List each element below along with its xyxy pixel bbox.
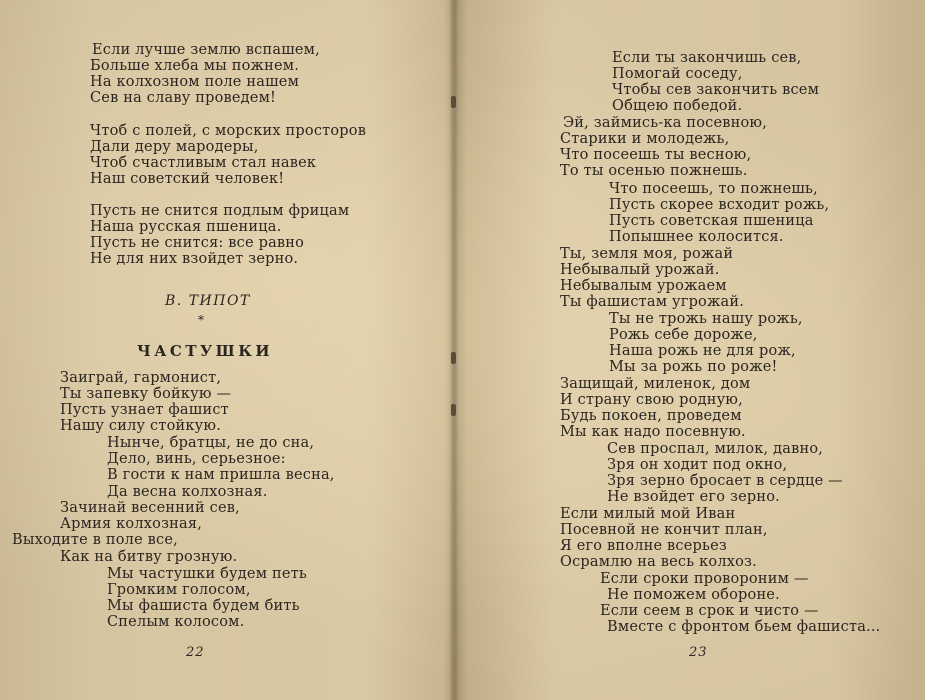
verse-line: Если сеем в срок и чисто —: [600, 603, 819, 619]
verse-line: Как на битву грозную.: [60, 549, 238, 565]
verse-line: Ты фашистам угрожай.: [560, 294, 745, 310]
verse-line: Ты не трожь нашу рожь,: [609, 311, 803, 327]
verse-line: Громким голосом,: [107, 582, 251, 598]
verse-line: Что посеешь, то пожнешь,: [609, 181, 818, 197]
poem-line: Не для них взойдет зерно.: [90, 251, 299, 267]
verse-line: Чтобы сев закончить всем: [612, 82, 820, 98]
verse-line: Дело, винь, серьезное:: [107, 451, 286, 467]
verse-line: Ты запевку бойкую —: [60, 386, 232, 402]
verse-line: Спелым колосом.: [107, 614, 245, 630]
verse-line: Да весна колхозная.: [107, 484, 268, 500]
verse-line: В гости к нам пришла весна,: [107, 467, 335, 483]
verse-line: Мы как надо посевную.: [560, 424, 746, 440]
verse-line: Мы за рожь по роже!: [609, 359, 778, 375]
verse-line: Нашу силу стойкую.: [60, 418, 222, 434]
verse-line: Мы частушки будем петь: [107, 566, 307, 582]
right-page: [457, 0, 925, 700]
poem-line: Чтоб с полей, с морских просторов: [90, 123, 367, 139]
poem-line: Наш советский человек!: [90, 171, 285, 187]
verse-line: Эй, займись-ка посевною,: [563, 115, 768, 131]
verse-line: Небывалым урожаем: [560, 278, 727, 294]
page-number: 23: [689, 645, 708, 660]
verse-line: Помогай соседу,: [612, 66, 743, 82]
verse-line: Пусть советская пшеница: [609, 213, 814, 229]
verse-line: Армия колхозная,: [60, 516, 203, 532]
verse-line: То ты осенью пожнешь.: [560, 163, 748, 179]
poem-line: Пусть не снится: все равно: [90, 235, 305, 251]
verse-line: Наша рожь не для рож,: [609, 343, 796, 359]
verse-line: Осрамлю на весь колхоз.: [560, 554, 757, 570]
verse-line: Сев проспал, милок, давно,: [607, 441, 824, 457]
verse-line: Зачинай весенний сев,: [60, 500, 240, 516]
verse-line: Выходите в поле все,: [12, 532, 178, 548]
verse-line: Если милый мой Иван: [560, 506, 736, 522]
verse-line: Небывалый урожай.: [560, 262, 720, 278]
poem-line: Пусть не снится подлым фрицам: [90, 203, 350, 219]
verse-line: Если сроки провороним —: [600, 571, 809, 587]
verse-line: Пусть скорее всходит рожь,: [609, 197, 830, 213]
author-name: В. ТИПОТ: [165, 293, 251, 309]
verse-line: И страну свою родную,: [560, 392, 743, 408]
verse-line: Если ты закончишь сев,: [612, 50, 802, 66]
verse-line: Старики и молодежь,: [560, 131, 730, 147]
verse-line: Посевной не кончит план,: [560, 522, 768, 538]
verse-line: Ты, земля моя, рожай: [560, 246, 734, 262]
poem-line: Сев на славу проведем!: [90, 90, 277, 106]
left-page: [0, 0, 455, 700]
verse-line: Рожь себе дороже,: [609, 327, 758, 343]
verse-line: Что посеешь ты весною,: [560, 147, 752, 163]
page-number: 22: [186, 645, 205, 660]
poem-line: Чтоб счастливым стал навек: [90, 155, 317, 171]
verse-line: Заиграй, гармонист,: [60, 370, 222, 386]
verse-line: Мы фашиста будем бить: [107, 598, 300, 614]
verse-line: Защищай, миленок, дом: [560, 376, 751, 392]
verse-line: Не взойдет его зерно.: [607, 489, 780, 505]
poem-line: Если лучше землю вспашем,: [92, 42, 320, 58]
verse-line: Нынче, братцы, не до сна,: [107, 435, 315, 451]
verse-line: Будь покоен, проведем: [560, 408, 742, 424]
poem-line: Дали деру мародеры,: [90, 139, 259, 155]
verse-line: Зря он ходит под окно,: [607, 457, 788, 473]
poem-line: Наша русская пшеница.: [90, 219, 282, 235]
verse-line: Попышнее колосится.: [609, 229, 784, 245]
verse-line: Я его вполне всерьез: [560, 538, 727, 554]
verse-line: Не поможем обороне.: [607, 587, 780, 603]
verse-line: Пусть узнает фашист: [60, 402, 229, 418]
verse-line: Зря зерно бросает в сердце —: [607, 473, 843, 489]
verse-line: Общею победой.: [612, 98, 743, 114]
poem-line: Больше хлеба мы пожнем.: [90, 58, 300, 74]
separator-asterisk: *: [198, 313, 204, 327]
verse-line: Вместе с фронтом бьем фашиста...: [607, 619, 881, 635]
poem-line: На колхозном поле нашем: [90, 74, 300, 90]
section-title: ЧАСТУШКИ: [137, 342, 274, 360]
